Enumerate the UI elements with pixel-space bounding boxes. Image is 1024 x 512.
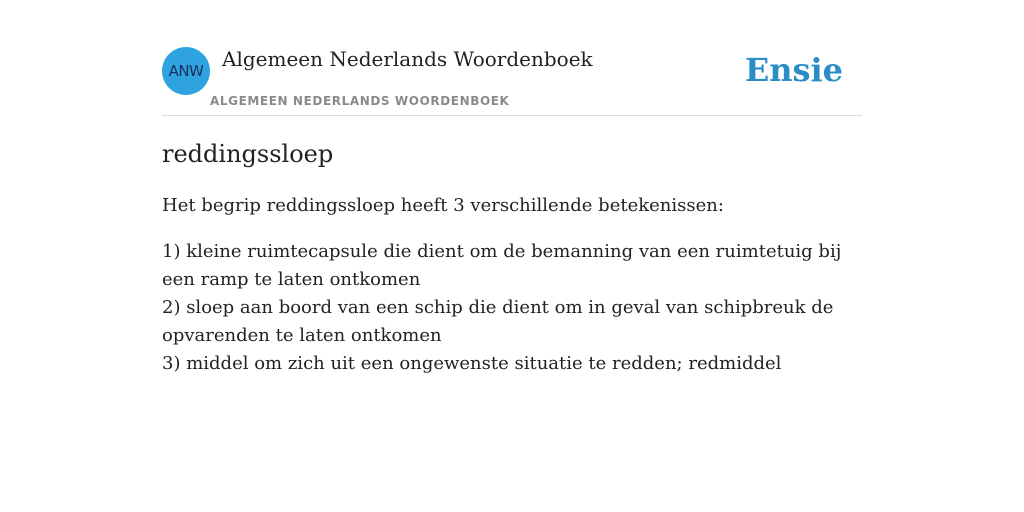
meaning-item: 2) sloep aan boord van een schip die dient om in geval van schipbreuk de opvarenden te laten ontkomen bbox=[162, 297, 834, 346]
entry-intro: Het begrip reddingssloep heeft 3 verschillende betekenissen: bbox=[162, 195, 724, 216]
site-header bbox=[162, 44, 862, 116]
meanings-list bbox=[162, 238, 862, 378]
site-subtitle: ALGEMEEN NEDERLANDS WOORDENBOEK bbox=[210, 94, 510, 108]
ensie-brand-link[interactable]: Ensie bbox=[744, 51, 843, 89]
site-title[interactable]: Algemeen Nederlands Woordenboek bbox=[222, 47, 593, 71]
meaning-item: 3) middel om zich uit een ongewenste situatie te redden; redmiddel bbox=[162, 353, 782, 374]
anw-logo[interactable] bbox=[162, 47, 210, 95]
entry-title: reddingssloep bbox=[162, 140, 334, 168]
page bbox=[162, 0, 862, 378]
meaning-item: 1) kleine ruimtecapsule die dient om de bemanning van een ruimtetuig bij een ramp te laten ontkomen bbox=[162, 241, 842, 290]
anw-logo-text: ANW bbox=[168, 62, 204, 80]
